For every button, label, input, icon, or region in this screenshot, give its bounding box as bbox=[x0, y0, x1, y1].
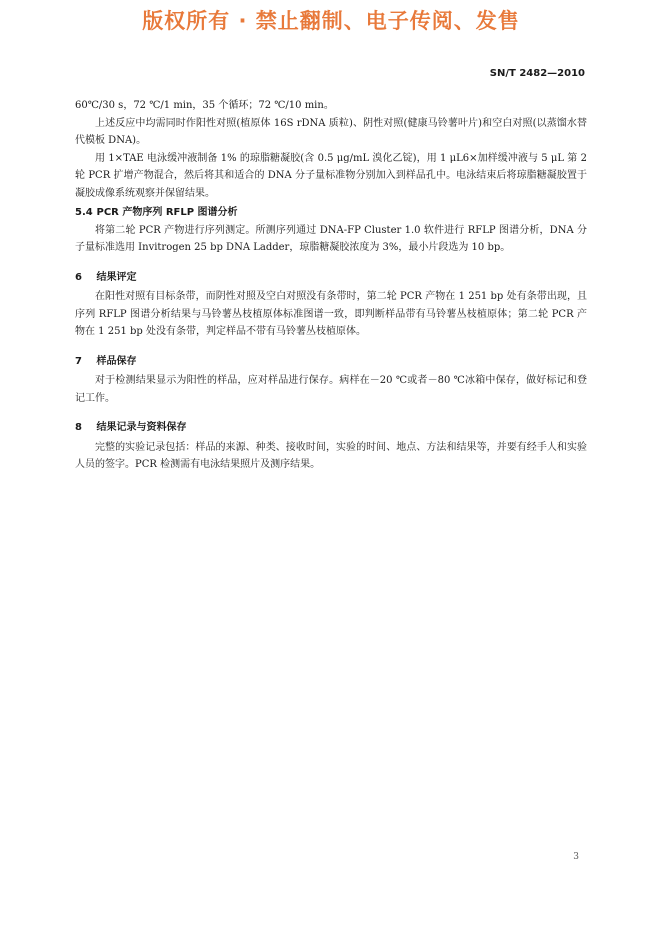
paragraph-electrophoresis: 用 1×TAE 电泳缓冲液制备 1% 的琼脂糖凝胶(含 0.5 μg/mL 溴化乙锭)，用 1 μL6×加样缓冲液与 5 μL 第 2 轮 PCR 扩增产物混合，然后将其和适合的 DNA 分子量标准物分别加入到样品孔中。电泳结束后将琼脂糖凝胶置于凝胶成像系统观察并保留结果。 bbox=[75, 152, 587, 199]
section-heading-6 bbox=[75, 269, 587, 287]
copyright-watermark: 版权所有 · 禁止翻制、电子传阅、发售 bbox=[142, 9, 520, 33]
section-heading-7 bbox=[75, 353, 587, 371]
paragraph-controls: 上述反应中均需同时作阳性对照(植原体 16S rDNA 质粒)、阴性对照(健康马铃薯叶片)和空白对照(以蒸馏水替代模板 DNA)。 bbox=[75, 117, 587, 146]
section-heading-5-4 bbox=[75, 204, 587, 222]
section-number: 6 bbox=[75, 271, 82, 283]
section-number: 7 bbox=[75, 355, 82, 367]
section-title: 结果记录与资料保存 bbox=[96, 422, 187, 433]
paragraph-cycle-conditions: 60℃/30 s，72 ℃/1 min，35 个循环；72 ℃/10 min。 bbox=[75, 100, 334, 111]
section-heading-8 bbox=[75, 419, 587, 437]
section-title: 样品保存 bbox=[96, 355, 137, 367]
section-body-5-4: 将第二轮 PCR 产物进行序列测定。所测序列通过 DNA-FP Cluster 1.0 软件进行 RFLP 图谱分析，DNA 分子量标准选用 Invitrogen 25 bp DNA Ladder，琼脂糖凝胶浓度为 3%，最小片段选为 10 bp。 bbox=[75, 224, 587, 253]
section-number: 8 bbox=[75, 422, 82, 433]
section-body-8: 完整的实验记录包括：样品的来源、种类、接收时间，实验的时间、地点、方法和结果等，并要有经手人和实验人员的签字。PCR 检测需有电泳结果照片及测序结果。 bbox=[75, 441, 587, 470]
document-body bbox=[75, 97, 587, 474]
section-body-6: 在阳性对照有目标条带，而阴性对照及空白对照没有条带时，第二轮 PCR 产物在 1 251 bp 处有条带出现，且序列 RFLP 图谱分析结果与马铃薯丛枝植原体标准图谱一致，即判断样品带有马铃薯丛枝植原体；第二轮 PCR 产物在 1 251 bp 处没有条带，判定样品不带有马铃薯丛枝植原体。 bbox=[75, 291, 587, 337]
section-title: 结果评定 bbox=[96, 271, 137, 283]
section-title: PCR 产物序列 RFLP 图谱分析 bbox=[96, 207, 238, 218]
standard-code: SN/T 2482—2010 bbox=[489, 68, 585, 79]
page-number: 3 bbox=[573, 852, 579, 862]
section-number: 5.4 bbox=[75, 207, 93, 218]
section-body-7: 对于检测结果显示为阳性的样品，应对样品进行保存。病样在－20 ℃或者－80 ℃冰箱中保存，做好标记和登记工作。 bbox=[75, 375, 587, 404]
